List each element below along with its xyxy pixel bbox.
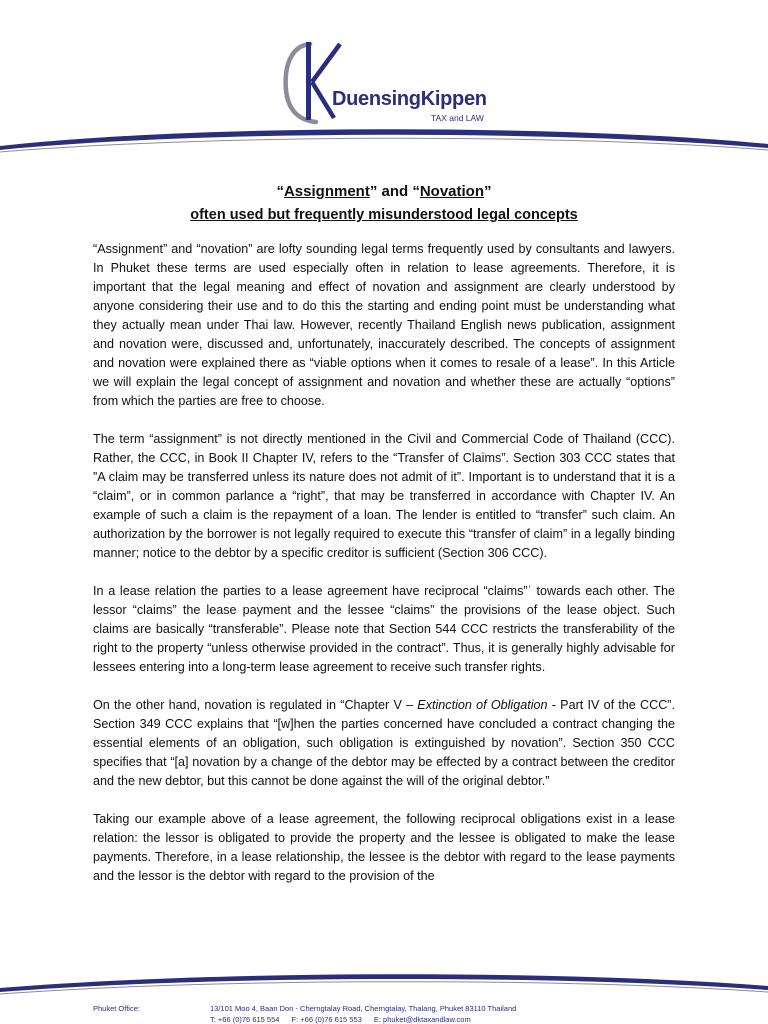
brand-tagline: TAX and LAW — [431, 113, 484, 123]
brand-name — [332, 88, 487, 111]
paragraph-2: The term “assignment” is not directly mentioned in the Civil and Commercial Code of Thailand (CCC). Rather, the CCC, in Book II Chapter IV, refers to the “Transfer of Claims”. Section 303 CCC states that ”A claim may be transferred unless its nature does not admit of it”. Important is to understand that it is a “claim”, or in common parlance a “right”, that may be transferred in accordance with Chapter IV. An example of such a claim is the repayment of a loan. The lender is entitled to “transfer” such claim. An authorization by the borrower is not legally required to execute this “transfer of claim” in a legally binding manner; notice to the debtor by a specific creditor is sufficient (Section 306 CCC). — [93, 432, 675, 560]
brand-name-part1: Duensing — [332, 88, 421, 110]
paragraph-4-rest: - Part IV of the CCC”. Section 349 CCC explains that “[w]hen the parties concerned have concluded a contract changing the essential elements of an obligation, such obligation is extinguished by novation”. Section 350 CCC specifies that “[a] novation by a change of the debtor may be effected by a contract between the creditor and the new debtor, but this cannot be done against the will of the original debtor.” — [93, 698, 676, 788]
footer-office-label: Phuket Office: — [93, 1004, 140, 1013]
header-swoosh-divider — [0, 118, 768, 158]
title-word-novation: Novation — [419, 183, 485, 200]
footer-email: E: phuket@dktaxandlaw.com — [373, 1015, 471, 1024]
paragraph-4 — [93, 696, 675, 791]
footer-contact — [210, 1015, 481, 1024]
footer-address: 13/101 Moo 4, Baan Don - Cherngtalay Road, Cherngtalay, Thalang, Phuket 83110 Thailand — [210, 1004, 517, 1013]
title-quote-close: ” — [484, 183, 492, 200]
paragraph-1: “Assignment” and “novation” are lofty sounding legal terms frequently used by consultants and lawyers. In Phuket these terms are used especially often in relation to lease agreements. Therefore, it is important that the legal meaning and effect of novation and assignment are clearly understood by anyone considering their use and to do this the starting and ending point must be understanding what they actually mean under Thai law. However, recently Thailand English news publication, assignment and novation were, discussed and, unfortunately, inaccurately described. The concepts of assignment and novation were explained there as “viable options when it comes to resale of a lease”. In this Article we will explain the legal concept of assignment and novation and whether these are actually “options” from which the parties are free to choose. — [93, 242, 675, 408]
paragraph-4-italic: Extinction of Obligation — [417, 698, 548, 712]
title-word-assignment: Assignment — [283, 183, 370, 200]
document-subtitle: often used but frequently misunderstood legal concepts — [190, 207, 578, 223]
document-title — [0, 183, 768, 200]
brand-name-part2: Kippen — [420, 88, 487, 110]
footer-swoosh-divider — [0, 966, 768, 998]
footer-fax: F: +66 (0)76 615 553 — [291, 1015, 362, 1024]
paragraph-4-start: On the other hand, novation is regulated in “Chapter V – — [93, 698, 418, 712]
company-logo — [276, 38, 516, 128]
title-middle: ” and “ — [369, 183, 420, 200]
paragraph-3: In a lease relation the parties to a lease agreement have reciprocal “claims”ˈ towards each other. The lessor “claims” the lease payment and the lessee “claims” the provisions of the lease object. Such claims are basically “transferable”. Please note that Section 544 CCC restricts the transferability of the right to the property “unless otherwise provided in the contract”. Thus, it is generally highly advisable for lessees entering into a long-term lease agreement to receive such transfer rights. — [93, 584, 675, 674]
article-body — [93, 240, 675, 905]
dk-monogram-icon — [276, 38, 366, 128]
paragraph-5: Taking our example above of a lease agreement, the following reciprocal obligations exist in a lease relation: the lessor is obligated to provide the property and the lessee is obligated to make the lease payments. Therefore, in a lease relationship, the lessee is the debtor with regard to the lease payments and the lessor is the debtor with regard to the provision of the — [93, 812, 675, 883]
title-quote-open: “ — [276, 183, 284, 200]
footer-phone: T: +66 (0)76 615 554 — [210, 1015, 280, 1024]
